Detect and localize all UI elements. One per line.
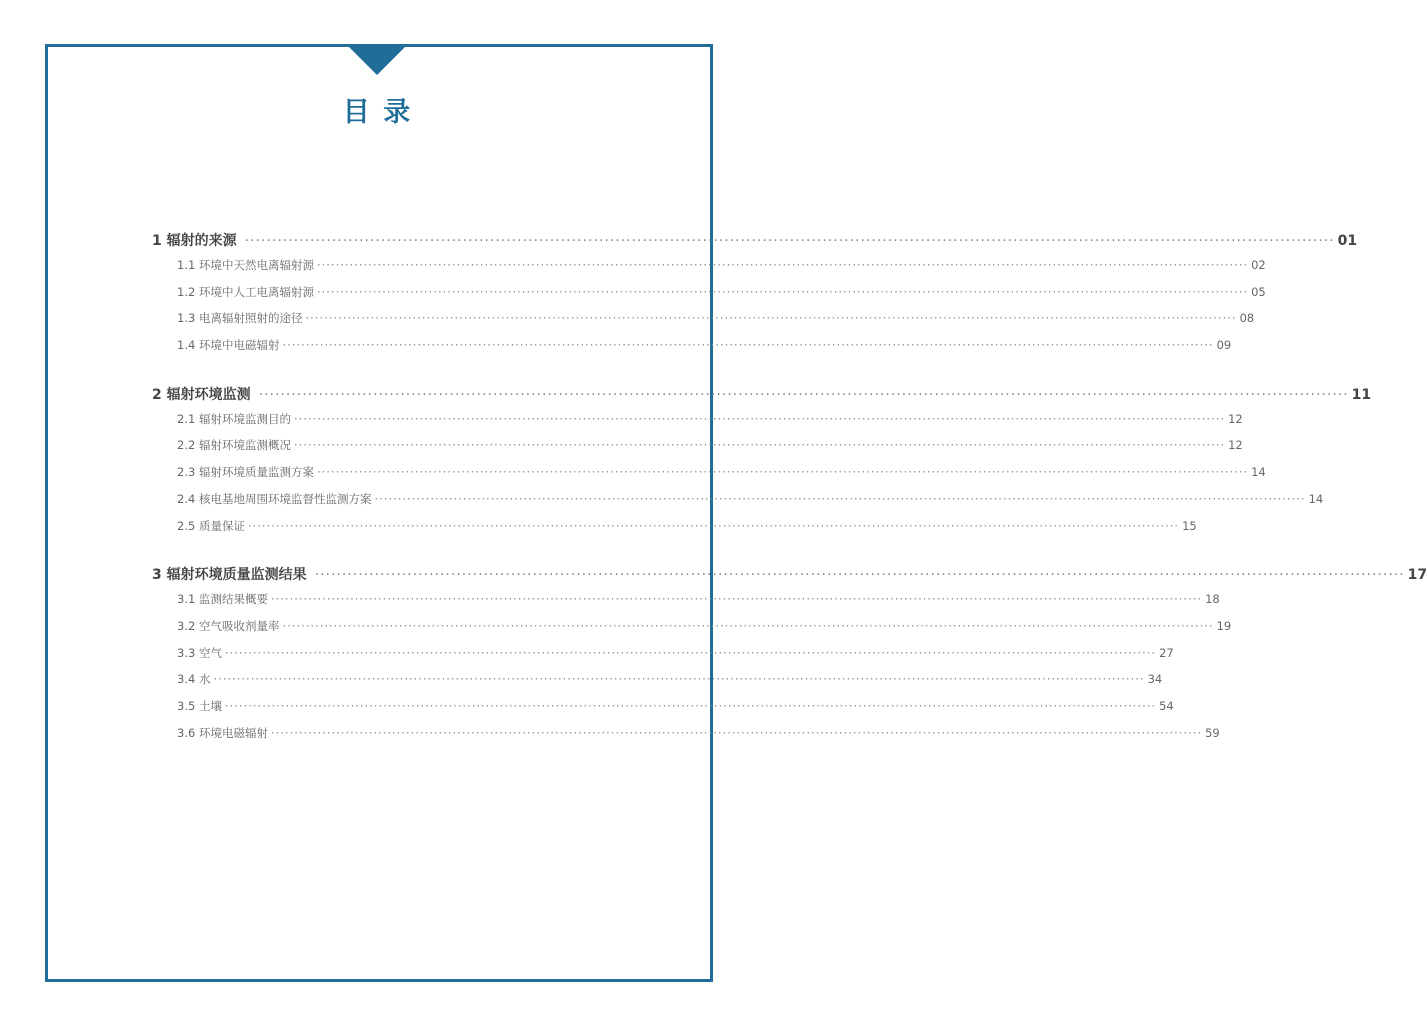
toc-leader-dots: ········································································································································································································ <box>213 672 1145 687</box>
toc-entry-label: 1.2 环境中人工电离辐射源 <box>177 284 314 299</box>
toc-entry[interactable] <box>152 518 1197 545</box>
toc-leader-dots: ········································································································································································································ <box>314 567 1405 584</box>
toc-entry-label: 1.3 电离辐射照射的途径 <box>177 311 303 326</box>
toc-leader-dots: ········································································································································································································ <box>224 645 1157 660</box>
toc-entry[interactable] <box>152 618 1232 645</box>
toc-entry[interactable] <box>152 257 1266 284</box>
toc-entry-page: 09 <box>1216 338 1232 353</box>
toc-chapter-page: 17 <box>1407 567 1427 584</box>
toc-leader-dots: ········································································································································································································ <box>282 338 1214 353</box>
toc-chapter-page: 11 <box>1351 386 1372 403</box>
toc-entry-page: 08 <box>1239 311 1255 326</box>
toc-entry-label: 3.2 空气吸收剂量率 <box>177 618 280 633</box>
toc-leader-dots: ········································································································································································································ <box>293 411 1226 426</box>
toc-leader-dots: ········································································································································································································ <box>270 725 1203 740</box>
toc-entry-page: 34 <box>1147 672 1163 687</box>
toc-entry[interactable] <box>152 491 1324 518</box>
toc-entry-page: 19 <box>1216 618 1232 633</box>
toc-entry[interactable] <box>152 284 1266 311</box>
toc-entry-label: 1.4 环境中电磁辐射 <box>177 338 280 353</box>
toc-section-3 <box>152 564 1427 751</box>
toc-entry-page: 14 <box>1308 491 1324 506</box>
toc-entry-label: 2.5 质量保证 <box>177 518 245 533</box>
toc-entry[interactable] <box>152 337 1232 364</box>
table-of-contents <box>152 230 1427 771</box>
toc-entry-page: 12 <box>1228 411 1243 426</box>
toc-entry-label: 2.4 核电基地周围环境监督性监测方案 <box>177 491 372 506</box>
toc-leader-dots: ········································································································································································································ <box>270 592 1203 607</box>
toc-entry-label: 3.6 环境电磁辐射 <box>177 725 268 740</box>
toc-entry-page: 59 <box>1205 725 1220 740</box>
toc-chapter-label: 3 辐射环境质量监测结果 <box>152 567 307 584</box>
toc-entry[interactable] <box>152 698 1174 725</box>
toc-entry-page: 12 <box>1228 438 1243 453</box>
toc-entry-page: 18 <box>1205 592 1220 607</box>
toc-entry-label: 2.3 辐射环境质量监测方案 <box>177 465 314 480</box>
toc-entry[interactable] <box>152 464 1266 491</box>
toc-entry-page: 05 <box>1251 284 1266 299</box>
toc-entry[interactable] <box>152 310 1255 337</box>
toc-entry-label: 2.2 辐射环境监测概况 <box>177 438 291 453</box>
toc-entry[interactable] <box>152 437 1243 464</box>
toc-leader-dots: ········································································································································································································ <box>244 233 1335 249</box>
toc-entry-label: 3.3 空气 <box>177 645 222 660</box>
toc-entry-label: 3.1 监测结果概要 <box>177 592 268 607</box>
toc-chapter-label: 1 辐射的来源 <box>152 233 237 249</box>
toc-entry-label: 3.5 土壤 <box>177 698 222 713</box>
toc-entry-label: 2.1 辐射环境监测目的 <box>177 411 291 426</box>
toc-chapter[interactable] <box>152 384 1372 411</box>
page-title: 目 录 <box>342 97 413 128</box>
toc-entry[interactable] <box>152 671 1163 698</box>
toc-leader-dots: ········································································································································································································ <box>374 491 1306 506</box>
toc-chapter-page: 01 <box>1337 233 1358 249</box>
toc-entry-page: 54 <box>1159 698 1174 713</box>
toc-entry[interactable] <box>152 725 1220 752</box>
toc-leader-dots: ········································································································································································································ <box>305 311 1237 326</box>
toc-entry[interactable] <box>152 645 1174 672</box>
toc-leader-dots: ········································································································································································································ <box>316 465 1249 480</box>
toc-entry-label: 3.4 水 <box>177 672 211 687</box>
toc-leader-dots: ········································································································································································································ <box>247 518 1180 533</box>
toc-entry-page: 15 <box>1182 518 1197 533</box>
toc-section-2 <box>152 384 1372 544</box>
toc-entry[interactable] <box>152 411 1243 438</box>
toc-chapter[interactable] <box>152 564 1427 591</box>
toc-leader-dots: ········································································································································································································ <box>282 618 1214 633</box>
toc-entry-label: 1.1 环境中天然电离辐射源 <box>177 258 314 272</box>
toc-leader-dots: ········································································································································································································ <box>293 438 1226 453</box>
triangle-notch-icon <box>346 44 408 75</box>
toc-entry-page: 02 <box>1251 258 1266 272</box>
toc-entry-page: 27 <box>1159 645 1174 660</box>
toc-entry-page: 14 <box>1251 465 1266 480</box>
toc-chapter[interactable] <box>152 230 1358 257</box>
toc-leader-dots: ········································································································································································································ <box>224 698 1157 713</box>
toc-entry[interactable] <box>152 591 1220 618</box>
toc-leader-dots: ········································································································································································································ <box>316 284 1249 299</box>
toc-chapter-label: 2 辐射环境监测 <box>152 386 251 403</box>
toc-leader-dots: ········································································································································································································ <box>258 386 1349 403</box>
toc-leader-dots: ········································································································································································································ <box>316 258 1249 272</box>
toc-section-1 <box>152 230 1358 364</box>
